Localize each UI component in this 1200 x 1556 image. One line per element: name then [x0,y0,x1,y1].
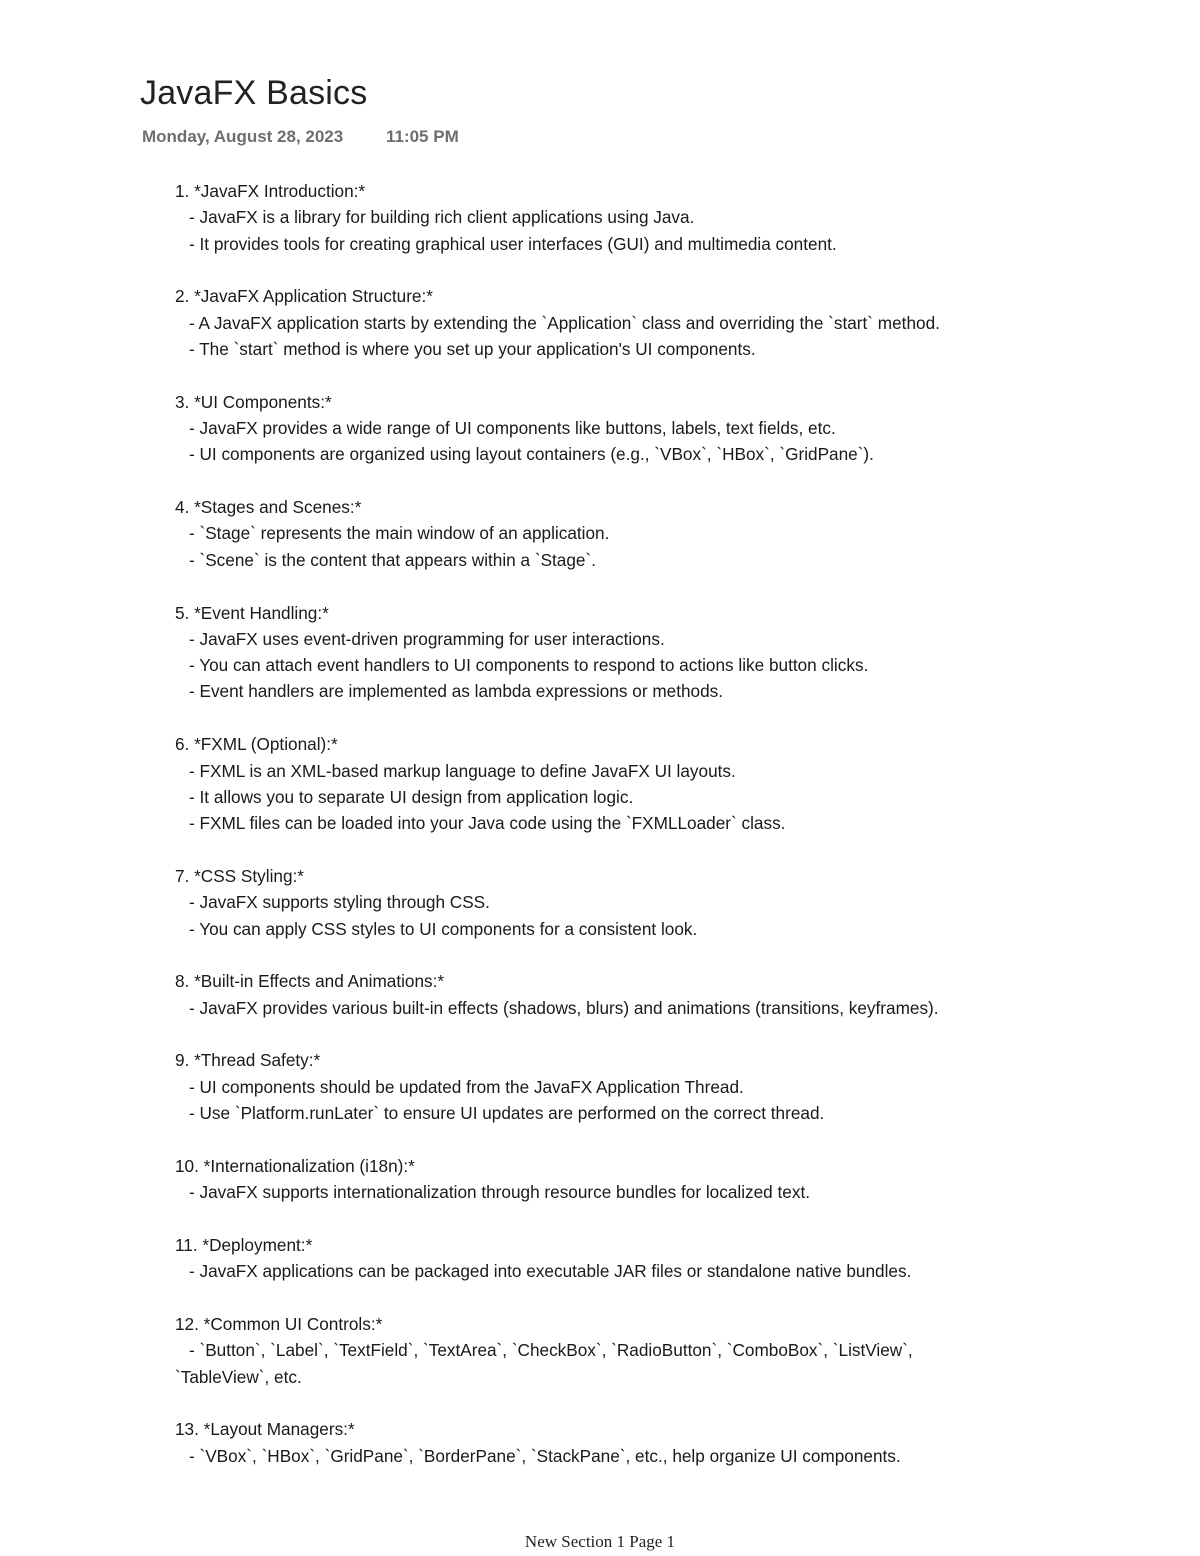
section-bullet: - JavaFX applications can be packaged into executable JAR files or standalone native bundles. [189,1261,912,1282]
page-timestamp [142,127,459,147]
section-bullet: - The `start` method is where you set up your application's UI components. [189,338,756,359]
section-heading: 12. *Common UI Controls:* [175,1314,383,1334]
page-time: 11:05 PM [385,127,459,146]
section-heading: 7. *CSS Styling:* [175,865,304,886]
section-bullet: - `Button`, `Label`, `TextField`, `TextArea`, `CheckBox`, `RadioButton`, `ComboBox`, `ListView`, [189,1340,913,1361]
note-section-5 [175,600,1135,705]
note-section-6 [175,731,1135,836]
section-bullet: - It allows you to separate UI design from application logic. [189,786,634,807]
note-section-2 [175,283,1135,362]
section-heading: 3. *UI Components:* [175,391,332,412]
section-heading: 1. *JavaFX Introduction:* [175,181,366,201]
note-section-8 [175,968,1135,1021]
section-bullet: - JavaFX provides various built-in effects (shadows, blurs) and animations (transitions, keyframes). [189,997,939,1018]
section-heading: 8. *Built-in Effects and Animations:* [175,971,445,992]
section-bullet: - JavaFX is a library for building rich client applications using Java. [189,207,695,228]
section-bullet: - JavaFX supports internationalization through resource bundles for localized text. [189,1182,810,1203]
section-bullet: - Use `Platform.runLater` to ensure UI updates are performed on the correct thread. [189,1103,825,1124]
section-bullet: - It provides tools for creating graphical user interfaces (GUI) and multimedia content. [189,233,837,254]
note-section-4 [175,494,1135,573]
note-section-12 [175,1311,1135,1390]
section-heading: 11. *Deployment:* [175,1234,313,1255]
note-section-9 [175,1047,1135,1126]
section-heading: 10. *Internationalization (i18n):* [175,1155,415,1176]
note-section-11 [175,1232,1135,1285]
section-bullet: - A JavaFX application starts by extending the `Application` class and overriding the `start` method. [189,312,940,333]
section-bullet: - FXML files can be loaded into your Java code using the `FXMLLoader` class. [189,813,786,834]
note-section-13 [175,1416,1135,1469]
section-bullet-continuation: `TableView`, etc. [175,1366,302,1387]
note-body [175,178,1135,1495]
note-section-1 [175,178,1135,257]
section-bullet: - UI components are organized using layout containers (e.g., `VBox`, `HBox`, `GridPane`). [189,444,874,465]
section-bullet: - JavaFX uses event-driven programming for user interactions. [189,628,665,649]
section-bullet: - You can apply CSS styles to UI components for a consistent look. [189,918,698,939]
section-heading: 5. *Event Handling:* [175,602,329,623]
page-title: JavaFX Basics [140,74,368,112]
section-bullet: - FXML is an XML-based markup language to define JavaFX UI layouts. [189,760,736,781]
section-bullet: - UI components should be updated from the JavaFX Application Thread. [189,1076,744,1097]
section-bullet: - JavaFX provides a wide range of UI components like buttons, labels, text fields, etc. [189,418,836,439]
section-bullet: - `VBox`, `HBox`, `GridPane`, `BorderPane`, `StackPane`, etc., help organize UI components. [189,1445,901,1466]
section-heading: 9. *Thread Safety:* [175,1050,321,1071]
section-bullet: - JavaFX supports styling through CSS. [189,892,490,913]
page-footer: New Section 1 Page 1 [524,1532,676,1551]
section-bullet: - Event handlers are implemented as lambda expressions or methods. [189,681,724,702]
section-bullet: - `Stage` represents the main window of an application. [189,523,610,544]
section-heading: 4. *Stages and Scenes:* [175,497,362,518]
section-heading: 6. *FXML (Optional):* [175,734,338,755]
section-heading: 13. *Layout Managers:* [175,1419,355,1440]
section-bullet: - `Scene` is the content that appears within a `Stage`. [189,549,596,570]
section-bullet: - You can attach event handlers to UI components to respond to actions like button clicks. [189,655,869,676]
page-date: Monday, August 28, 2023 [142,127,344,146]
section-heading: 2. *JavaFX Application Structure:* [175,286,433,307]
note-section-10 [175,1153,1135,1206]
note-section-3 [175,389,1135,468]
note-section-7 [175,863,1135,942]
